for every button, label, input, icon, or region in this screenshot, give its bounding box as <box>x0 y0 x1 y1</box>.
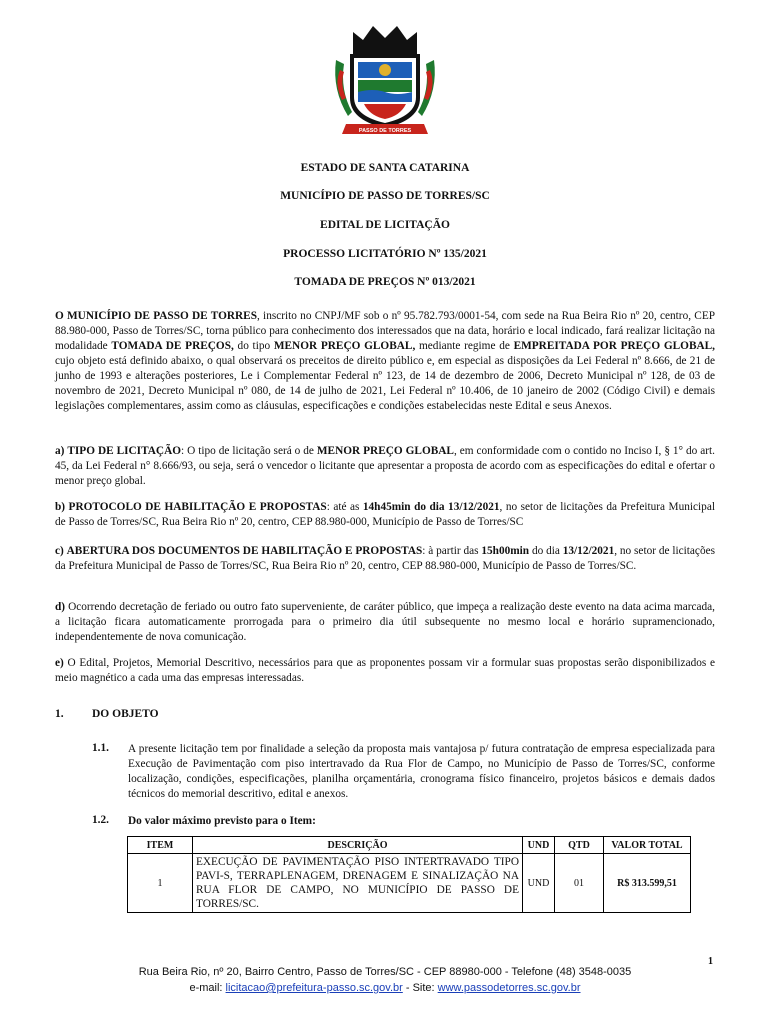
item-title: ABERTURA DOS DOCUMENTOS DE HABILITAÇÃO E PROPOSTAS <box>66 545 423 557</box>
subsection-number: 1.1. <box>92 742 109 754</box>
item-emphasis: 13/12/2021 <box>562 545 615 557</box>
item-text: do dia <box>529 545 563 557</box>
item-emphasis: 15h00min <box>481 545 530 557</box>
column-header: ITEM <box>128 837 193 854</box>
svg-text:PASSO DE TORRES: PASSO DE TORRES <box>358 128 412 134</box>
intro-text: mediante regime de <box>415 340 514 352</box>
site-label: - Site: <box>402 982 438 994</box>
modality-heading: TOMADA DE PREÇOS Nº 013/2021 <box>294 276 476 288</box>
document-type-heading: EDITAL DE LICITAÇÃO <box>320 219 450 231</box>
item-letter: b) <box>55 501 66 513</box>
section-title: DO OBJETO <box>92 708 159 720</box>
item-title: PROTOCOLO DE HABILITAÇÃO E PROPOSTAS <box>68 501 327 513</box>
description-cell: EXECUÇÃO DE PAVIMENTAÇÃO PISO INTERTRAVADO TIPO PAVI-S, TERRAPLENAGEM, DRENAGEM E SINALIZAÇÃO NA RUA FLOR DE CAMPO, NO MUNICÍPIO DE PASSO DE TORRES/SC. <box>193 854 523 913</box>
item-b-paragraph <box>55 500 715 530</box>
subsection-number: 1.2. <box>92 814 109 826</box>
item-text: , em conformidade com o contido no Inciso I, § 1° do art. 45, da Lei Federal n° 8.666/93, ou seja, será o vencedor o licitante que apresentar a proposta de acordo com as especificações do edital e ofertar o menor preço global. <box>55 445 716 487</box>
intro-paragraph <box>55 309 715 414</box>
regime-term: EMPREITADA POR PREÇO GLOBAL, <box>513 340 716 352</box>
municipal-crest-logo <box>328 20 442 138</box>
item-letter: d) <box>55 601 66 613</box>
item-emphasis: 14h45min do dia 13/12/2021 <box>362 501 500 513</box>
item-text: , no setor de licitações da Prefeitura Municipal de Passo de Torres/SC, Rua Beira Rio nº 20, centro, CEP 88.980-000, Município de Passo de Torres/SC <box>55 501 715 528</box>
item-text: Ocorrendo decretação de feriado ou outro fato superveniente, de caráter público, que impeça a realização deste evento na data acima marcada, a licitação ficara automaticamente prorrogada para o primeiro dia útil subsequente no mesmo local e horário supramencionado, independentemente de nova comunicação. <box>55 601 715 643</box>
item-d-paragraph <box>55 600 715 645</box>
intro-text: cujo objeto está definido abaixo, o qual observará os preceitos de direito público e, em especial as disposições da Lei Federal nº 8.666, de 21 de junho de 1993 e alterações posteriores, Le i Complementar Federal nº 123, de 14 de dezembro de 2006, Decreto Municipal nº 128, de 03 de novembro de 2021, Decreto Municipal nº 080, de 14 de julho de 2021, Lei Federal nº 10.406, de 10 janeiro de 2002 (Código Civil) e demais legislações complementares, assim como as cláusulas, especificações e condições estabelecidas neste Edital e seus Anexos. <box>55 355 715 412</box>
item-text: O Edital, Projetos, Memorial Descritivo, necessários para que as proponentes possam vir a formular suas propostas serão disponibilizados e meio magnético a cada uma das empresas interessadas. <box>55 657 715 684</box>
item-e-paragraph <box>55 656 715 686</box>
state-heading: ESTADO DE SANTA CATARINA <box>300 162 470 174</box>
price-table <box>127 836 691 913</box>
item-letter: e) <box>55 657 64 669</box>
subsection-text: Do valor máximo previsto para o Item: <box>128 815 316 827</box>
column-header: UND <box>523 837 555 854</box>
item-text: : até as <box>326 501 363 513</box>
column-header: VALOR TOTAL <box>604 837 691 854</box>
footer-contact <box>0 982 770 994</box>
section-number: 1. <box>55 708 64 720</box>
site-link[interactable]: www.passodetorres.sc.gov.br <box>437 982 581 994</box>
item-text: : O tipo de licitação será o de <box>181 445 317 457</box>
municipality-heading: MUNICÍPIO DE PASSO DE TORRES/SC <box>280 190 490 202</box>
email-link[interactable]: licitacao@prefeitura-passo.sc.gov.br <box>225 982 403 994</box>
type-term: MENOR PREÇO GLOBAL, <box>273 340 416 352</box>
item-emphasis: MENOR PREÇO GLOBAL <box>316 445 454 457</box>
column-header: DESCRIÇÃO <box>193 837 523 854</box>
footer-address: Rua Beira Rio, nº 20, Bairro Centro, Passo de Torres/SC - CEP 88980-000 - Telefone (48) 3548-0035 <box>138 966 632 978</box>
intro-text: do tipo <box>233 340 274 352</box>
column-header: QTD <box>555 837 604 854</box>
item-title: TIPO DE LICITAÇÃO <box>67 445 182 457</box>
total-value-cell: R$ 313.599,51 <box>604 854 691 913</box>
item-letter: a) <box>55 445 65 457</box>
municipality-name: O MUNICÍPIO DE PASSO DE TORRES <box>55 310 257 322</box>
process-heading: PROCESSO LICITATÓRIO Nº 135/2021 <box>283 248 487 260</box>
unit-cell: UND <box>523 854 555 913</box>
table-row <box>128 854 691 913</box>
item-text: , no setor de licitações da Prefeitura Municipal de Passo de Torres/SC, Rua Beira Rio nº 20, centro, CEP 88.980-000, Município de Passo de Torres/SC. <box>55 545 716 572</box>
item-cell: 1 <box>128 854 193 913</box>
modality-term: TOMADA DE PREÇOS, <box>111 340 234 352</box>
email-label: e-mail: <box>189 982 226 994</box>
item-c-paragraph <box>55 544 715 574</box>
quantity-cell: 01 <box>555 854 604 913</box>
item-letter: c) <box>55 545 64 557</box>
item-a-paragraph <box>55 444 715 489</box>
item-text: : à partir das <box>422 545 482 557</box>
intro-text: , inscrito no CNPJ/MF sob o nº 95.782.793/0001-54, com sede na Rua Beira Rio nº 20, centro, CEP 88.980-000, Passo de Torres/SC, torna público para conhecimento dos interessados que na data, horário e local indicado, fará realizar licitação na modalidade <box>55 310 716 352</box>
subsection-text: A presente licitação tem por finalidade a seleção da proposta mais vantajosa p/ futura contratação de empresa especializada para Execução de Pavimentação com piso intertravado da Rua Flor de Campo, no Município de Passo de Torres/SC, conforme localização, condições, especificações, planilha orçamentária, cronograma físico financeiro, projetos básicos e demais dados técnicos do memorial descritivo, edital e anexos. <box>128 743 715 800</box>
table-header-row <box>128 837 691 854</box>
page-number: 1 <box>708 956 713 967</box>
